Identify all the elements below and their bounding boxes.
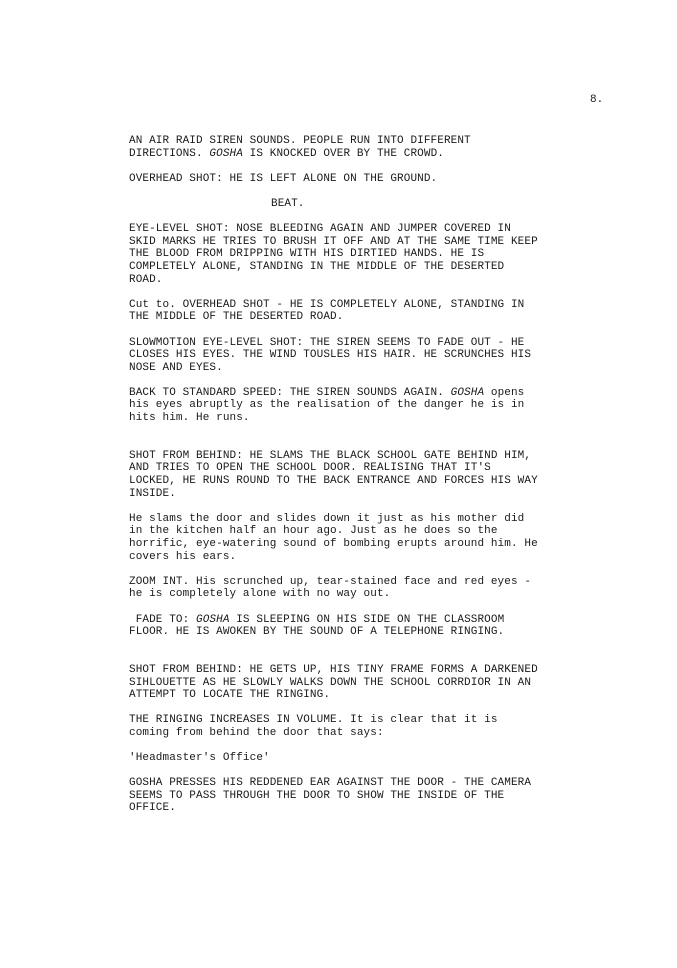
script-paragraph xyxy=(129,135,599,160)
paragraph-text: OVERHEAD SHOT: HE IS LEFT ALONE ON THE GROUND. xyxy=(129,172,438,185)
paragraph-text: opens his eyes abruptly as the realisation of the danger he is in hits him. He runs. xyxy=(129,386,525,425)
paragraph-text: IS SLEEPING ON HIS SIDE ON THE CLASSROOM FLOOR. HE IS AWOKEN BY THE SOUND OF A TELEPHONE RINGING. xyxy=(129,613,505,639)
paragraph-text: ZOOM INT. His scrunched up, tear-stained face and red eyes - he is completely alone with no way out. xyxy=(129,575,532,601)
character-name: GOSHA xyxy=(196,613,230,626)
paragraph-text: SHOT FROM BEHIND: HE GETS UP, HIS TINY FRAME FORMS A DARKENED SIHLOUETTE AS HE SLOWLY WALKS DOWN THE SCHOOL CORRDIOR IN AN ATTEMPT TO LOCATE THE RINGING. xyxy=(129,663,538,702)
script-paragraph xyxy=(129,752,599,765)
script-paragraph xyxy=(129,576,599,601)
script-paragraph xyxy=(129,664,599,702)
paragraph-text: He slams the door and slides down it just as his mother did in the kitchen half an hour ago. Just as he does so the horrific, eye-watering sound of bombing erupts around him. He covers his ears. xyxy=(129,512,538,563)
character-name: GOSHA xyxy=(450,386,485,399)
script-paragraph xyxy=(129,198,599,211)
script-paragraph xyxy=(129,714,599,739)
paragraph-text: Cut to. OVERHEAD SHOT - HE IS COMPLETELY ALONE, STANDING IN THE MIDDLE OF THE DESERTED ROAD. xyxy=(129,298,525,324)
character-name: GOSHA xyxy=(209,147,243,160)
script-body xyxy=(129,135,599,815)
script-paragraph xyxy=(129,223,599,286)
script-paragraph xyxy=(129,299,599,324)
script-paragraph xyxy=(129,387,599,425)
script-paragraph xyxy=(129,337,599,375)
paragraph-text: THE RINGING INCREASES IN VOLUME. It is clear that it is coming from behind the door that says: xyxy=(129,714,498,739)
script-paragraph xyxy=(129,450,599,500)
paragraph-text: 'Headmaster's Office' xyxy=(129,752,270,765)
page-number: 8. xyxy=(590,94,604,106)
script-paragraph xyxy=(129,173,599,186)
script-paragraph xyxy=(129,614,599,639)
paragraph-text: GOSHA PRESSES HIS REDDENED EAR AGAINST THE DOOR - THE CAMERA SEEMS TO PASS THROUGH THE DOOR TO SHOW THE INSIDE OF THE OFFICE. xyxy=(129,777,532,815)
script-paragraph xyxy=(129,513,599,563)
paragraph-text: SHOT FROM BEHIND: HE SLAMS THE BLACK SCHOOL GATE BEHIND HIM, AND TRIES TO OPEN THE SCHOOL DOOR. REALISING THAT IT'S LOCKED, HE RUNS ROUND TO THE BACK ENTRANCE AND FORCES HIS WAY INSIDE. xyxy=(129,449,538,500)
paragraph-text: BACK TO STANDARD SPEED: THE SIREN SOUNDS AGAIN. xyxy=(129,386,451,399)
paragraph-text: SLOWMOTION EYE-LEVEL SHOT: THE SIREN SEEMS TO FADE OUT - HE CLOSES HIS EYES. THE WIND TOUSLES HIS HAIR. HE SCRUNCHES HIS NOSE AND EYES. xyxy=(129,336,532,374)
paragraph-text: IS KNOCKED OVER BY THE CROWD. xyxy=(242,147,444,160)
paragraph-text: FADE TO: xyxy=(129,613,197,626)
script-paragraph xyxy=(129,777,599,815)
paragraph-text: EYE-LEVEL SHOT: NOSE BLEEDING AGAIN AND JUMPER COVERED IN SKID MARKS HE TRIES TO BRUSH IT OFF AND AT THE SAME TIME KEEP THE BLOOD FROM DRIPPING WITH HIS DIRTIED HANDS. HE IS COMPLETELY ALONE, STANDING IN THE MIDDLE OF THE DESERTED ROAD. xyxy=(129,223,538,286)
paragraph-text: AN AIR RAID SIREN SOUNDS. PEOPLE RUN INTO DIFFERENT DIRECTIONS. xyxy=(129,135,471,160)
paragraph-text: BEAT. xyxy=(271,197,305,210)
